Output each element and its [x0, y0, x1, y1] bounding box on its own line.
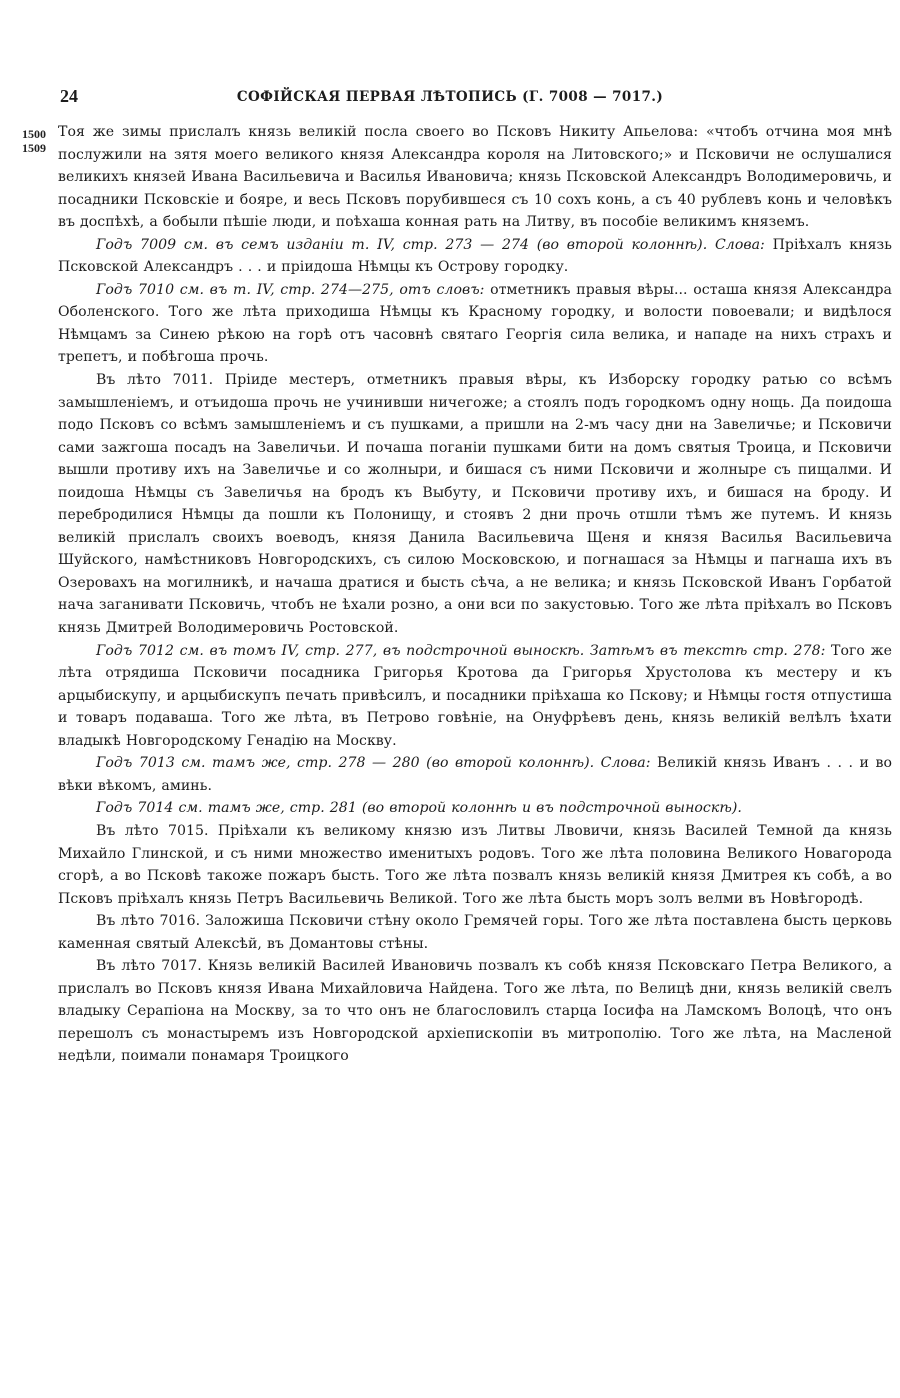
- note-quote-7010: отметникъ правыя вѣры... осташа князя Александра Оболенского. Того же лѣта приходиша Нѣмцы къ Красному городку, и волости повоевали; и видѣлося Нѣмцамъ за Синею рѣкою на горѣ отъ часовнѣ святаго Георгія сила велика, и нападе на нихъ страхъ и трепетъ, и побѣгоша прочь.: [58, 281, 892, 366]
- margin-year-notes: [22, 127, 56, 155]
- note-reference-7014: Годъ 7014 см. тамъ же, стр. 281 (во второй колоннѣ и въ подстрочной выноскѣ).: [96, 800, 742, 817]
- page-number: 24: [60, 86, 78, 106]
- paragraph-embassy: Тоя же зимы прислалъ князь великій посла своего во Псковъ Никиту Апьелова: «чтобъ отчина моя мнѣ послужили на зятя моего великого князя Александра короля на Литовского;» и Псковичи не ослушалися великихъ князей Ивана Васильевича и Василья Ивановича; князь Псковской Александръ Володимеровичь, и посадники Псковскіе и бояре, и весь Псковъ порубившеся съ 10 сохъ конь, а съ 40 рублевъ конь и человѣкъ въ доспѣхѣ, а бобыли пѣшіе люди, и поѣхаша конная рать на Литву, въ пособіе великимъ княземъ.: [58, 124, 892, 231]
- note-reference-7013: Годъ 7013 см. тамъ же, стр. 278 — 280 (во второй колоннѣ). Слова:: [96, 755, 651, 772]
- margin-year-1500: 1500: [22, 127, 46, 141]
- paragraph-year-7016: Въ лѣто 7016. Заложиша Псковичи стѣну около Гремячей горы. Того же лѣта поставлена бысть церковь каменная святый Алексѣй, въ Домантовы стѣны.: [58, 913, 892, 952]
- note-reference-7009: Годъ 7009 см. въ семъ изданіи т. IV, стр. 273 — 274 (во второй колоннѣ). Слова:: [96, 236, 765, 253]
- editorial-note-7009: [58, 234, 892, 279]
- editorial-note-7013: [58, 752, 892, 797]
- paragraph-year-7011: Въ лѣто 7011. Пріиде местеръ, отметникъ правыя вѣры, къ Изборску городку ратью со всѣмъ замышленіемъ, и отъидоша прочь не учинивши ничегоже; а стоялъ подъ городкомъ одну нощь. Да поидоша подо Псковъ со всѣмъ замышленіемъ и съ пушками, а пришли на 2-мъ часу дни на Завеличье; и Псковичи сами зажгоша посадъ на Завеличьи. И почаша поганіи пушками бити на домъ святыя Троица, и Псковичи вышли противу ихъ на Завеличье и со жолныри, и бишася съ ними Псковичи и жолныре съ пищалми. И поидоша Нѣмцы съ Завеличья на бродъ къ Выбуту, и Псковичи противу ихъ, и бишася на броду. И перебродилися Нѣмцы да пошли къ Полонищу, и стоявъ 2 дни прочь отшли тѣмъ же путемъ. И князь великій прислалъ своихъ воеводъ, князя Данила Васильевича Щеня и князя Василья Васильевича Шуйского, намѣстниковъ Новгородскихъ, съ силою Московскою, и погнашася за Нѣмцы и пагнаша ихъ въ Озеровахъ на могилникѣ, и начаша дратися и бысть сѣча, а не велика; и князь Псковской Иванъ Горбатой нача заганивати Псковичь, чтобъ не ѣхали розно, а они вси по закустовью. Того же лѣта пріѣхалъ во Псковъ князь Дмитрей Володимеровичь Ростовской.: [58, 372, 892, 637]
- running-title: СОФІЙСКАЯ ПЕРВАЯ ЛѢТОПИСЬ (Г. 7008 — 7017.): [236, 89, 664, 105]
- editorial-note-7010: [58, 279, 892, 369]
- note-reference-7010: Годъ 7010 см. въ т. IV, стр. 274—275, отъ словъ:: [96, 281, 485, 298]
- paragraph-year-7015: Въ лѣто 7015. Пріѣхали къ великому князю изъ Литвы Лвовичи, князь Василей Темной да князь Михайло Глинской, и съ ними множество именитыхъ родовъ. Того же лѣта половина Великого Новагорода сгорѣ, а во Псковѣ такоже пожаръ бысть. Того же лѣта позвалъ князь великій князя Дмитрея къ собѣ, а во Псковъ пріѣхалъ князь Петръ Васильевичь Великой. Того же лѣта бысть моръ золъ велми въ Новѣгородѣ.: [58, 822, 892, 907]
- note-quote-7013: Великій князь Иванъ . . . и во вѣки вѣкомъ, аминь.: [58, 755, 892, 794]
- note-quote-7009: Пріѣхалъ князь Псковской Александръ . . . и пріидоша Нѣмцы къ Острову городку.: [58, 236, 892, 276]
- note-reference-7012: Годъ 7012 см. въ томъ IV, стр. 277, въ подстрочной выноскѣ. Затѣмъ въ текстѣ стр. 278:: [96, 642, 826, 659]
- note-text-7012: Того же лѣта отрядиша Псковичи посадника Григорья Кротова да Григорья Хрустолова къ местеру и къ арцыбискупу, и арцыбискупъ печать привѣсилъ, и посадники пріѣхаша ко Пскову; и Нѣмцы гостя отпустиша и товаръ подаваша. Того же лѣта, въ Петрово говѣніе, на Онуфрѣевъ день, князь великій велѣлъ ѣхати владыкѣ Новгородскому Генадію на Москву.: [58, 642, 892, 749]
- editorial-note-7012: [58, 640, 892, 753]
- editorial-note-7014: [58, 797, 892, 820]
- main-text: [58, 121, 892, 1068]
- margin-year-1509: 1509: [22, 141, 46, 155]
- paragraph-year-7017: Въ лѣто 7017. Князь великій Василей Ивановичь позвалъ къ собѣ князя Псковскаго Петра Великого, а прислалъ во Псковъ князя Ивана Михайловича Найдена. Того же лѣта, по Велицѣ дни, князь великій свелъ владыку Серапіона на Москву, за то что онъ не благословилъ старца Іосифа на Ламскомъ Волоцѣ, что онъ перешолъ съ монастыремъ изъ Новгородской архіепископіи въ митрополію. Того же лѣта, на Масленой недѣли, поимали понамаря Троицкого: [58, 958, 892, 1065]
